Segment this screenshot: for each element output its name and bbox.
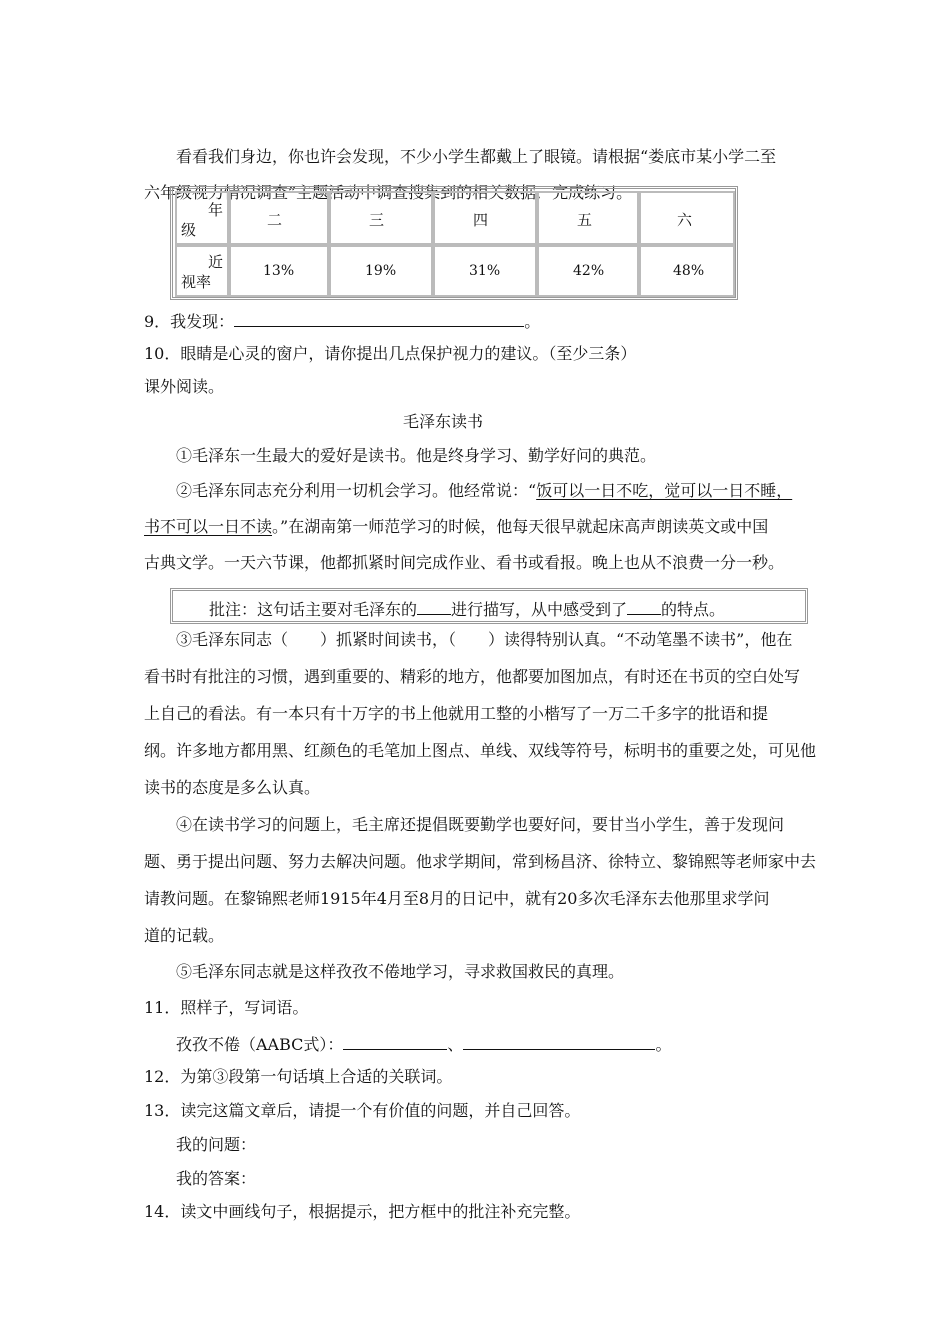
article-p3-line-4: 纲。许多地方都用黑、红颜色的毛笔加上图点、单线、双线等符号，标明书的重要之处，可见他 — [144, 741, 817, 760]
q11-blank-1[interactable] — [343, 1033, 447, 1050]
article-p5: ⑤毛泽东同志就是这样孜孜不倦地学习，寻求救国救民的真理。 — [176, 962, 625, 981]
intro-line-2: 六年级视力情况调查”主题活动中调查搜集到的相关数据．完成练习。 — [144, 183, 633, 202]
q13-question-label: 我的问题： — [176, 1135, 257, 1154]
header-cell-grade — [175, 191, 229, 245]
article-p2-line-1 — [176, 481, 792, 501]
question-14: 14．读文中画线句子，根据提示，把方框中的批注补充完整。 — [144, 1202, 581, 1221]
p2-text: ②毛泽东同志充分利用一切机会学习。他经常说：“ — [176, 481, 537, 500]
article-title: 毛泽东读书 — [403, 412, 484, 431]
anno-part-a: 批注：这句话主要对毛泽东的 — [209, 600, 418, 619]
p2-underlined-1: 饭可以一日不吃，觉可以一日不睡， — [536, 481, 793, 500]
annotation-text — [209, 597, 725, 620]
annotation-box — [170, 588, 808, 624]
article-p3-line-1: ③毛泽东同志（ ）抓紧时间读书，（ ）读得特别认真。“不动笔墨不读书”，他在 — [176, 630, 793, 649]
rate-cell-2 — [433, 245, 537, 297]
article-p3-line-5: 读书的态度是多么认真。 — [144, 778, 321, 797]
question-9 — [144, 310, 540, 332]
p2-text-b: 。”在湖南第一师范学习的时候，他每天很早就起床高声朗读英文或中国 — [272, 517, 769, 536]
q9-label: 9．我发现： — [144, 312, 235, 331]
question-13: 13．读完这篇文章后，请提一个有价值的问题，并自己回答。 — [144, 1101, 581, 1120]
article-p4-line-3: 请教问题。在黎锦熙老师1915年4月至8月的日记中，就有20多次毛泽东去他那里求学问 — [144, 889, 770, 908]
rate-top-text: 近 — [207, 253, 223, 271]
p2-underlined-2: 书不可以一日不读 — [144, 517, 273, 536]
header-top-text: 年 — [207, 201, 223, 219]
article-p4-line-1: ④在读书学习的问题上，毛主席还提倡既要勤学也要好问，要甘当小学生，善于发现问 — [176, 815, 785, 834]
q9-end: 。 — [524, 312, 541, 331]
section-label: 课外阅读。 — [144, 377, 225, 396]
article-p3-line-2: 看书时有批注的习惯，遇到重要的、精彩的地方，他都要加图加点，有时还在书页的空白处写 — [144, 667, 801, 686]
rate-bottom-text: 视率 — [181, 273, 212, 291]
vision-table — [170, 186, 738, 300]
article-p4-line-4: 道的记载。 — [144, 926, 225, 945]
q13-answer-label: 我的答案： — [176, 1169, 257, 1188]
grade-text: 四 — [473, 211, 489, 229]
rate-cell-0 — [229, 245, 329, 297]
header-bottom-text: 级 — [181, 221, 197, 239]
q11-end: 。 — [655, 1035, 672, 1054]
rate-cell-1 — [329, 245, 433, 297]
q9-answer-blank[interactable] — [234, 310, 524, 327]
rate-cell-3 — [537, 245, 639, 297]
grade-cell-4 — [639, 191, 735, 245]
article-p1: ①毛泽东一生最大的爱好是读书。他是终身学习、勤学好问的典范。 — [176, 446, 657, 465]
grade-text: 六 — [677, 211, 693, 229]
q11-example: 孜孜不倦（AABC式）： — [176, 1035, 344, 1054]
question-10: 10．眼睛是心灵的窗户，请你提出几点保护视力的建议。（至少三条） — [144, 344, 637, 363]
question-12: 12．为第③段第一句话填上合适的关联词。 — [144, 1067, 453, 1086]
article-p3-line-3: 上自己的看法。有一本只有十万字的书上他就用工整的小楷写了一万二千多字的批语和提 — [144, 704, 769, 723]
grade-cell-0 — [229, 191, 329, 245]
q11-sep: 、 — [447, 1035, 464, 1054]
grade-cell-2 — [433, 191, 537, 245]
grade-text: 三 — [369, 211, 385, 229]
rate-cell-4 — [639, 245, 735, 297]
article-p2-line-3: 古典文学。一天六节课，他都抓紧时间完成作业、看书或看报。晚上也从不浪费一分一秒。 — [144, 553, 785, 572]
article-p4-line-2: 题、勇于提出问题、努力去解决问题。他求学期间，常到杨昌济、徐特立、黎锦熙等老师家中去 — [144, 852, 817, 871]
grade-cell-3 — [537, 191, 639, 245]
grade-text: 二 — [267, 211, 283, 229]
article-p2-line-2 — [144, 517, 768, 537]
header-cell-rate — [175, 245, 229, 297]
q11-example-line — [176, 1033, 671, 1055]
anno-blank-1[interactable] — [417, 599, 451, 615]
rate-text: 48% — [673, 263, 705, 279]
question-11: 11．照样子，写词语。 — [144, 998, 309, 1017]
rate-text: 42% — [573, 263, 605, 279]
rate-text: 31% — [469, 263, 501, 279]
anno-blank-2[interactable] — [627, 599, 661, 615]
grade-cell-1 — [329, 191, 433, 245]
anno-part-b: 进行描写，从中感受到了 — [451, 600, 628, 619]
q11-blank-2[interactable] — [463, 1033, 655, 1050]
rate-text: 19% — [365, 263, 397, 279]
intro-line-1: 看看我们身边，你也许会发现，不少小学生都戴上了眼镜。请根据“娄底市某小学二至 — [176, 147, 777, 166]
grade-text: 五 — [577, 211, 593, 229]
rate-text: 13% — [263, 263, 295, 279]
anno-part-c: 的特点。 — [661, 600, 726, 619]
